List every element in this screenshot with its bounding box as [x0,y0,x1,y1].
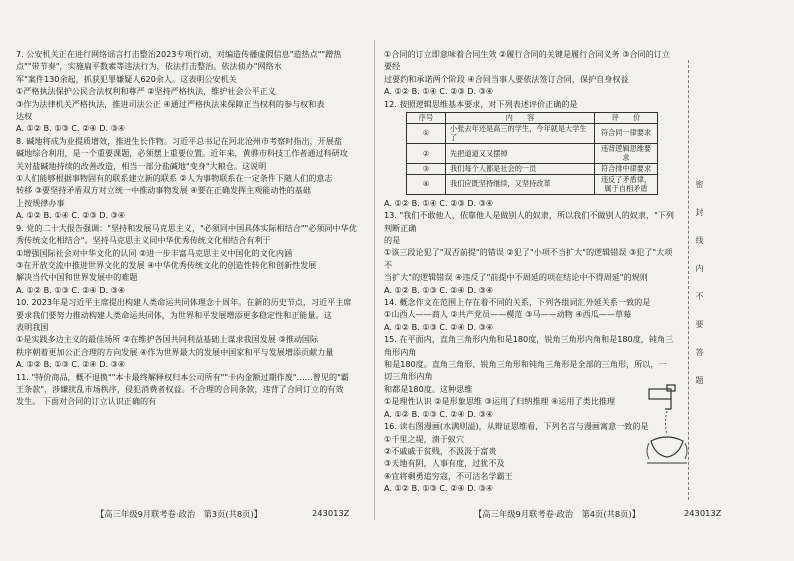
evaluation-table [406,112,658,195]
table-cell: ① [407,123,446,143]
text-line: ①是实践多边主义的最佳场所 ②在维护各国共同利益基础上谋求我国发展 ③推动国际 [16,334,319,345]
table-cell: ③ [407,164,446,175]
text-line: 过要约和承诺两个阶段 ④合同当事人要依法签订合同，保护自身权益 [384,73,629,84]
text-line: ③在开放交流中推进世界文化的发展 ④中华优秀传统文化的创造性转化和创新性发展 [16,259,317,270]
right-footer-code: 243013Z [684,508,722,518]
text-line: 要求我们要努力推动构建人类命运共同体，为世界和平发展增添更多稳定性和正能量。这 [16,309,332,320]
page-gutter [374,40,375,520]
text-line: A. ①② B. ①③ C. ②④ D. ③④ [384,408,494,419]
table-row [407,143,658,163]
text-line: 14. 概念作文在范围上存在着不同的关系，下列各组词汇外延关系一致的是 [384,297,651,308]
text-line: 15. 在平面内，直角三角形内角和是180度，锐角三角形内角和是180度，钝角三角形内角 [384,334,674,357]
text-line: ③天地有阴，人事有度，过犹不及 [384,458,505,469]
text-line: 的是 [384,235,401,245]
text-line: 转移 ③要坚持矛盾双方对立统一中推动事物发展 ④要在正确发挥主观能动性的基础 [16,185,311,196]
text-line: ①山西人——商人 ②共产党员——模范 ③马——动物 ④西瓜——草莓 [384,309,632,320]
faucet-cartoon [643,383,691,469]
text-line: 8. 碱地将成为业提质增效，推进生长作物。习近平总书记在河北沧州市考察时指出，开展盐 [16,135,342,146]
left-footer-code: 243013Z [312,508,350,518]
text-line: 12. 按照逻辑思维基本要求，对下列表述评价正确的是 [384,98,578,109]
text-line: 16. 读右图漫画(水满则溢)，从辩证思维看，下列名言与漫画寓意一致的是 [384,421,649,432]
text-line: 和都是180度。这种思维 [384,383,473,394]
text-line: ①增强国际社会对中华文化的认同 ②进一步丰富马克思主义中国化的文化内涵 [16,247,293,258]
text-line: 表明我国 [16,321,49,332]
text-line: 碱地综合利用，是一个重要课题，必须摆上重要位置。近年来，黄骅市科技工作者通过科研攻 [16,148,348,159]
table-cell: 我们应既坚持继续，又坚持改革 [446,174,595,194]
table-cell: 符合同一律要求 [595,123,658,143]
text-line: A. ①② B. ①③ C. ②④ D. ③④ [384,321,494,332]
text-line: A. ①② B. ①④ C. ②③ D. ③④ [384,197,494,208]
text-line: 点""带节奏"，实施扁平数素等违法行为，依法打击整治。依法侦办"网络水 [16,61,282,72]
text-line: 达权 [16,111,33,122]
table-header-cell: 评 价 [595,113,658,124]
right-page [384,48,674,495]
table-cell: ② [407,143,446,163]
table-cell: 违背逻辑思维要求 [595,143,658,163]
text-line: 当扩大"的逻辑错误 ④违反了"前提中不周延的项在结论中不得周延"的规则 [384,272,648,283]
right-footer-title: 【高三年级9月联考卷·政治 第4页(共8页)】 [474,509,640,519]
table-header-cell: 内 容 [446,113,595,124]
text-line: ①千里之堤，溃于蚁穴 [384,433,465,444]
text-line: ③作为法律机关严格执法，推进司法公正 ④通过严格执法来保障正当权利的参与权和表 [16,98,325,109]
text-line: 13. "我们不敢他人，依靠他人是做别人的奴隶，所以我们不做别人的奴隶，"下列判断正确 [384,210,674,233]
text-line: 解决当代中国和世界发展中的难题 [16,272,138,283]
table-cell: 先把道道又又摆掉 [446,143,595,163]
text-line: ①严格执法保护公民合法权利和尊严 ②坚持严格执法，维护社会公平正义 [16,86,276,97]
text-line: 和是180度。直角三角形、锐角三角形和钝角三角形是全部的三角形，所以，一切三角形内角 [384,359,667,382]
text-line: A. ①② B. ①④ C. ②③ D. ③④ [384,86,494,97]
text-line: A. ①② B. ①③ C. ②④ D. ③④ [384,483,494,494]
text-line: ①人们能够根据事物固有的联系建立新的联系 ②人为事物联系在一定条件下随人们的意志 [16,173,333,184]
text-line: ①该三段论犯了"双否前提"的错误 ②犯了"小项不当扩大"的逻辑错误 ③犯了"大项不 [384,247,673,270]
table-cell: 我们每个人都是社会的一员 [446,164,595,175]
text-line: ④宜将剩勇追穷寇，不可沽名学霸王 [384,470,513,481]
table-cell: 违反了矛盾律，属于自相矛盾 [595,174,658,194]
text-line: 关对盐碱地持续的改善改造，相当一部分盐碱地"变身"大粮仓。这说明 [16,160,267,171]
text-line: ②不戚戚于贫贱，不汲汲于富贵 [384,445,497,456]
text-line: ①是理性认识 ②是形象思维 ③运用了归纳推理 ④运用了类比推理 [384,396,615,407]
text-line: 10. 2023年是习近平主席提出构建人类命运共同体理念十周年。在新的历史节点，习近平主席 [16,297,352,308]
seal-line-text: 密 封 线 内 不 要 答 题 [695,180,704,390]
table-header-row [407,113,658,124]
text-line: 11. "特价商品，概不退换""本卡最终解释权归本公司所有""卡内金额过期作废"……曾见的"霸 [16,371,349,382]
text-line: A. ①② B. ①③ C. ②④ D. ③④ [16,359,126,370]
text-line: 上按规律办事 [16,197,65,208]
text-line: A. ①② B. ①③ C. ②④ D. ③④ [384,284,494,295]
table-row [407,123,658,143]
text-line: 发生。 下面对合同的订立认识正确的有 [16,396,157,407]
text-line: 9. 党的二十大报告强调："坚持和发展马克思主义，"必须同中国具体实际相结合""必须同中华优 [16,222,357,233]
text-line: 军"案件130余起，抓获犯罪嫌疑人620余人。这表明公安机关 [16,73,237,84]
text-line: A. ①② B. ①④ C. ②③ D. ③④ [16,210,126,221]
table-cell: 符合排中律要求 [595,164,658,175]
text-line: 7. 公安机关正在进行网络谣言打击整治2023专项行动，对编造传播虚假信息"造热点""蹭热 [16,49,342,59]
table-cell: 小张去年还是高三的学生，今年就是大学生了 [446,123,595,143]
text-line: 秩序朝着更加公正合理的方向发展 ④作为世界最大的发展中国家和平与发展增添贡献力量 [16,346,334,357]
table-row [407,174,658,194]
left-footer-title: 【高三年级9月联考卷·政治 第3页(共8页)】 [96,509,262,519]
table-header-cell: 序号 [407,113,446,124]
text-line: A. ①② B. ①③ C. ②④ D. ③④ [16,123,126,134]
table-row [407,164,658,175]
left-page [16,48,369,408]
table-cell: ④ [407,174,446,194]
text-line: 王条款"，涉嫌扰乱市场秩序，侵犯消费者权益。不合理的合同条款，违背了合同订立的有效 [16,383,344,394]
text-line: A. ①② B. ①③ C. ②④ D. ③④ [16,284,126,295]
text-line: ①合同的订立即意味着合同生效 ②履行合同的关键是履行合同义务 ③合同的订立要经 [384,49,670,72]
text-line: 秀传统文化相结合"。坚持马克思主义同中华优秀传统文化相结合有利于 [16,235,271,246]
